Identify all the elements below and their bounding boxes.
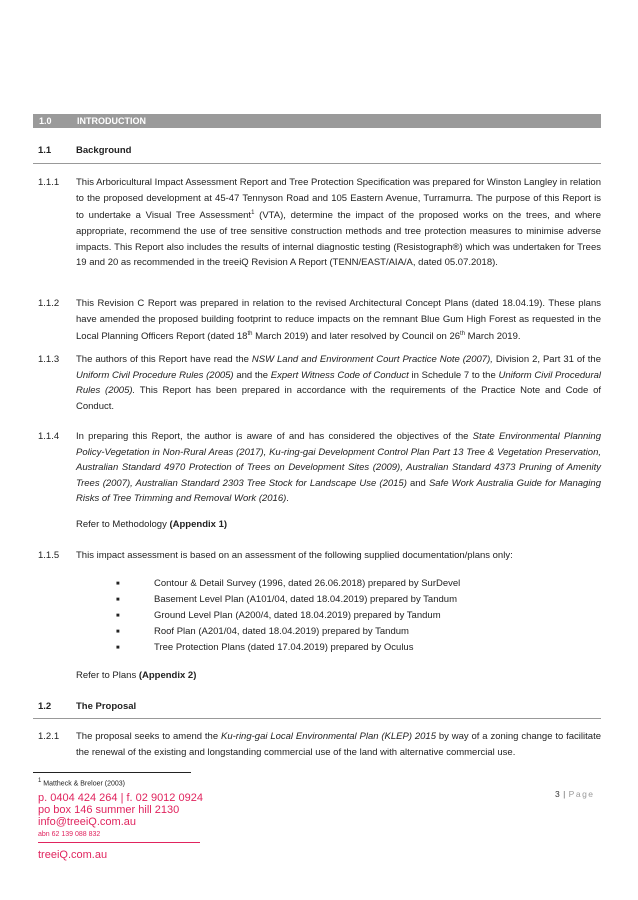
methodology-reference: Refer to Methodology (Appendix 1) bbox=[76, 519, 228, 530]
subheading-number: 1.2 bbox=[38, 701, 52, 712]
paragraph-1-2-1: 1.2.1 The proposal seeks to amend the Ku-ring-gai Local Environmental Plan (KLEP) 2015 by way of a zoning change to facilitate the renewal of the existing and longstanding commercial use of the land with alternative commercial use. bbox=[38, 731, 601, 758]
subheading-title: The Proposal bbox=[76, 701, 137, 712]
plans-list bbox=[116, 576, 460, 656]
paragraph-number: 1.1.5 bbox=[38, 550, 60, 561]
paragraph-number: 1.1.3 bbox=[38, 354, 60, 365]
subheading-title: Background bbox=[76, 145, 132, 156]
section-title: INTRODUCTION bbox=[77, 116, 146, 126]
paragraph-number: 1.1.2 bbox=[38, 298, 60, 309]
contact-po-box: po box 146 summer hill 2130 bbox=[38, 804, 180, 816]
list-item: ■ Ground Level Plan (A200/4, dated 18.04.2019) prepared by Tandum bbox=[116, 608, 460, 624]
page-number: 3 | Page bbox=[555, 789, 595, 799]
subheading-rule bbox=[33, 718, 601, 719]
footer-brand-rule bbox=[38, 842, 200, 843]
list-item: ■ Tree Protection Plans (dated 17.04.2019) prepared by Oculus bbox=[116, 640, 460, 656]
website-link[interactable]: treeiQ.com.au bbox=[38, 849, 108, 861]
paragraph-1-1-2: 1.1.2 This Revision C Report was prepared in relation to the revised Architectural Concept Plans (dated 18.04.19). These plans have amended the proposed building footprint to reduce impacts on the remnant Blue Gum High Forest as requested in the Local Planning Officers Report (dated 18th March 2019) and later resolved by Council on 26th March 2019. bbox=[38, 298, 601, 343]
subheading-number: 1.1 bbox=[38, 145, 52, 156]
footnote-rule bbox=[33, 772, 191, 773]
plans-reference: Refer to Plans (Appendix 2) bbox=[76, 670, 197, 681]
contact-phone: p. 0404 424 264 | f. 02 9012 0924 bbox=[38, 792, 203, 804]
subheading-rule bbox=[33, 163, 601, 164]
list-item: ■ Roof Plan (A201/04, dated 18.04.2019) prepared by Tandum bbox=[116, 624, 460, 640]
paragraph-number: 1.1.1 bbox=[38, 177, 60, 188]
footnote: $^1$ Mattheck & Breloer (2003) bbox=[38, 778, 125, 788]
paragraph-number: 1.2.1 bbox=[38, 731, 60, 742]
section-banner bbox=[33, 114, 601, 128]
section-number: 1.0 bbox=[39, 116, 52, 126]
list-item: ■ Basement Level Plan (A101/04, dated 18.04.2019) prepared by Tandum bbox=[116, 592, 460, 608]
paragraph-1-1-3: 1.1.3 The authors of this Report have read the NSW Land and Environment Court Practice Note (2007), Division 2, Part 31 of the Uniform Civil Procedure Rules (2005) and the Expert Witness Code of Conduct in Schedule 7 to the Uniform Civil Procedural Rules (2005). This Report has been prepared in accordance with the requirements of the Practice Note and Code of Conduct. bbox=[38, 354, 602, 412]
paragraph-number: 1.1.4 bbox=[38, 431, 60, 442]
paragraph-1-1-5: 1.1.5 This impact assessment is based on an assessment of the following supplied documentation/plans only: bbox=[38, 548, 601, 564]
paragraph-1-1-4: 1.1.4 In preparing this Report, the author is aware of and has considered the objectives of the State Environmental Planning Policy-Vegetation in Non-Rural Areas (2017), Ku-ring-gai Development Control Plan Part 13 Tree & Vegetation Preservation, Australian Standard 4970 Protection of Trees on Development Sites (2009), Australian Standard 4373 Pruning of Amenity Trees (2007), Australian Standard 2303 Tree Stock for Landscape Use (2015) and Safe Work Australia Guide for Managing Risks of Tree Trimming and Removal Work (2016). bbox=[38, 431, 601, 505]
contact-abn: abn 62 139 088 832 bbox=[38, 831, 101, 838]
contact-block bbox=[38, 792, 203, 842]
contact-email[interactable]: info@treeiQ.com.au bbox=[38, 816, 136, 828]
list-item: ■ Contour & Detail Survey (1996, dated 26.06.2018) prepared by SurDevel bbox=[116, 576, 460, 592]
paragraph-1-1-1: 1.1.1 This Arboricultural Impact Assessment Report and Tree Protection Specification was prepared for Winston Langley in relation to the proposed development at 45-47 Tennyson Road and 105 Eastern Avenue, Turramurra. The purpose of this Report is to undertake a Visual Tree Assessment$^1$ (VTA), determine the impact of the proposed works on the trees, and where appropriate, recommend the use of tree sensitive construction methods and tree protection measures to minimise adverse impacts. This Report also includes the results of internal diagnostic testing (Resistograph®) which was undertaken for Trees 19 and 20 as recommended in the treeiQ Revision A Report (TENN/EAST/AIA/A, dated 05.07.2018). bbox=[38, 177, 601, 269]
